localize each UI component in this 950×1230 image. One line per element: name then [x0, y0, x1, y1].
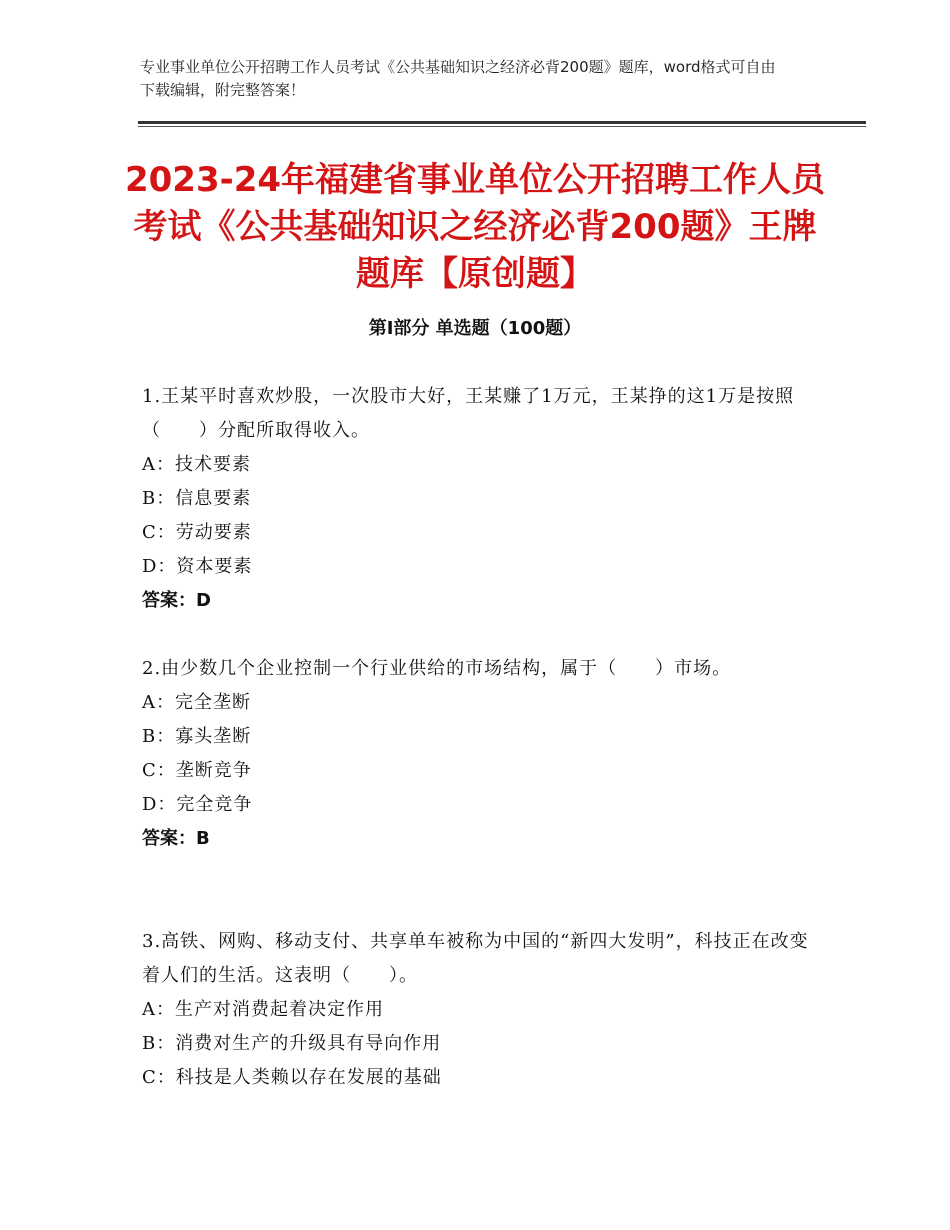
question-3	[142, 925, 822, 1095]
question-stem: 3.高铁、网购、移动支付、共享单车被称为中国的“新四大发明”，科技正在改变着人们的生活。这表明（ ）。	[142, 931, 809, 986]
option-b: B：消费对生产的升级具有导向作用	[142, 1033, 442, 1054]
header-note: 专业事业单位公开招聘工作人员考试《公共基础知识之经济必背200题》题库，word格式可自由下载编辑，附完整答案！	[140, 58, 776, 99]
option-d: D：资本要素	[142, 556, 253, 577]
option-b: B：信息要素	[142, 488, 252, 509]
option-a: A：完全垄断	[142, 692, 251, 713]
option-a: A：技术要素	[142, 454, 251, 475]
question-2	[142, 652, 822, 856]
option-d: D：完全竞争	[142, 794, 253, 815]
option-c: C：科技是人类赖以存在发展的基础	[142, 1067, 442, 1088]
option-b: B：寡头垄断	[142, 726, 252, 747]
option-a: A：生产对消费起着决定作用	[142, 999, 384, 1020]
question-1	[142, 380, 822, 618]
option-c: C：垄断竞争	[142, 760, 252, 781]
question-stem: 1.王某平时喜欢炒股，一次股市大好，王某赚了1万元，王某挣的这1万是按照（ ）分配所取得收入。	[142, 386, 795, 441]
question-stem: 2.由少数几个企业控制一个行业供给的市场结构，属于（ ）市场。	[142, 658, 732, 679]
answer: 答案：B	[142, 828, 210, 849]
header-rule-thin	[138, 126, 866, 127]
header-rule-thick	[138, 121, 866, 124]
option-c: C：劳动要素	[142, 522, 252, 543]
section-title: 第Ⅰ部分 单选题（100题）	[368, 318, 582, 339]
answer: 答案：D	[142, 590, 211, 611]
document-title: 2023-24年福建省事业单位公开招聘工作人员考试《公共基础知识之经济必背200题》王牌题库【原创题】	[124, 160, 826, 294]
